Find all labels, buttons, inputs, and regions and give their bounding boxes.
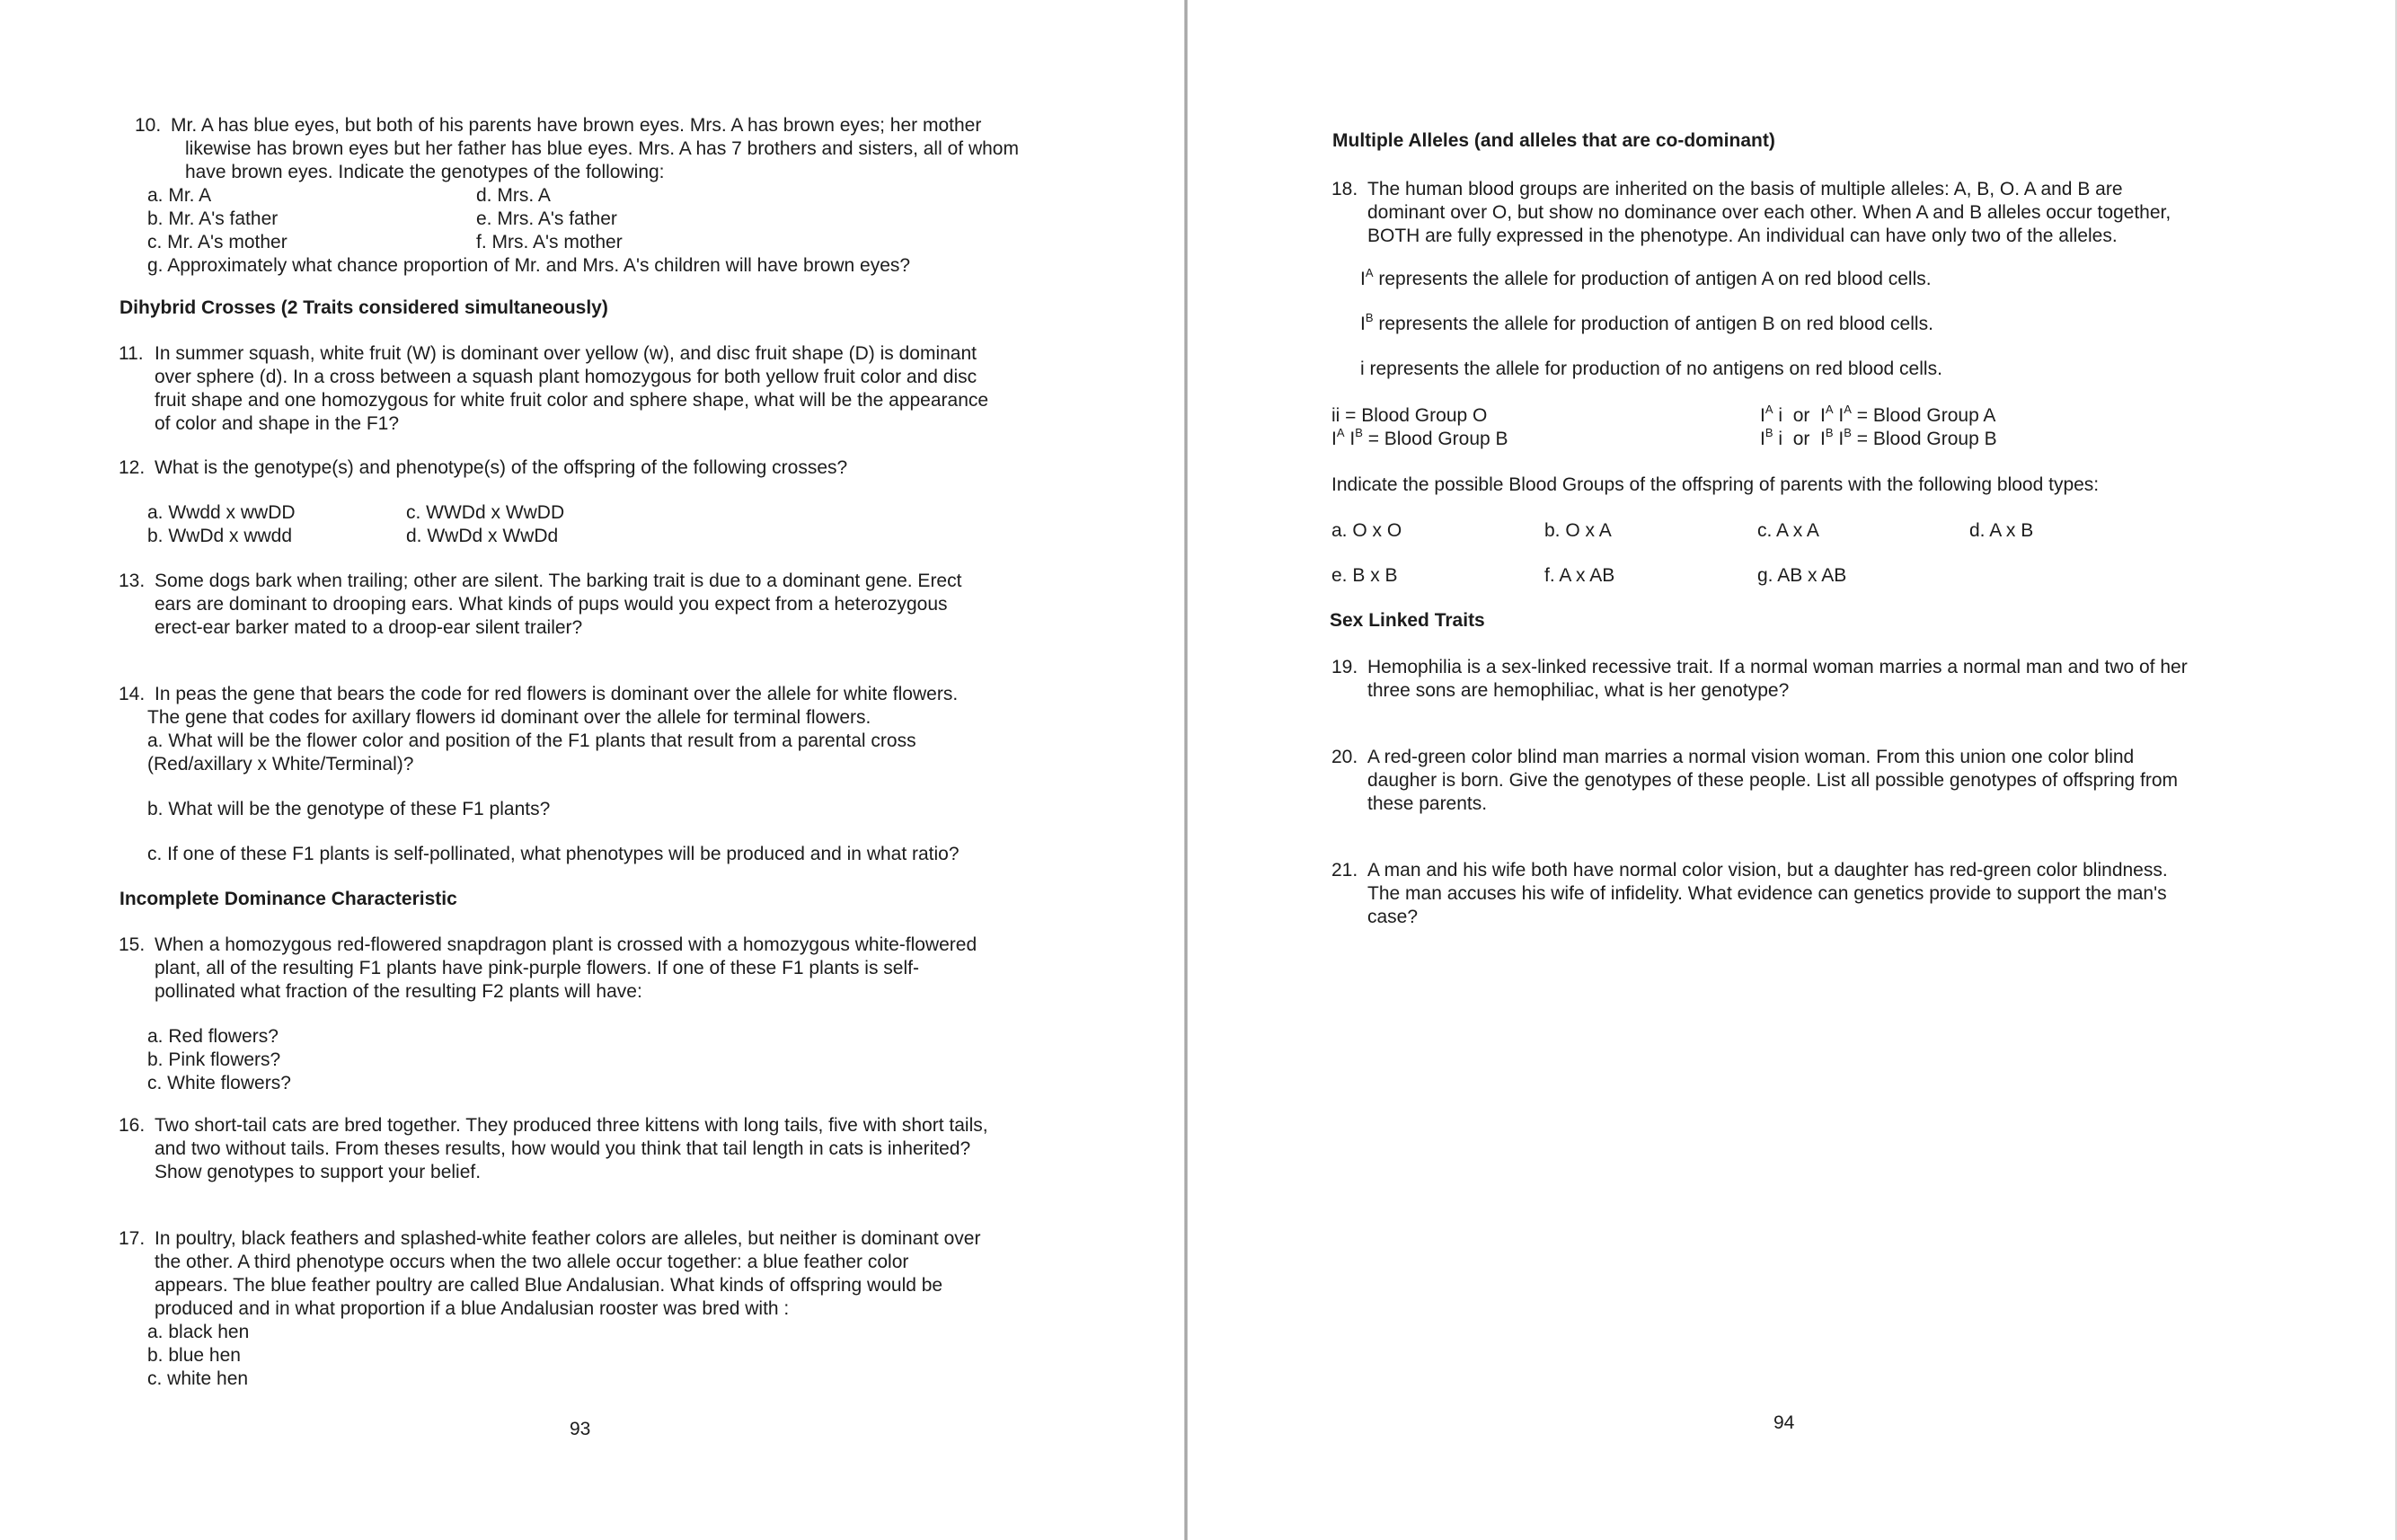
blood-group-a: $I^A$ i or $I^A$ $I^A$ = Blood Group A — [1760, 403, 1996, 426]
list-item: f. A x AB — [1544, 565, 1615, 586]
question-12 — [119, 456, 1071, 548]
question-text-line: appears. The blue feather poultry are called Blue Andalusian. What kinds of offspring would be — [155, 1275, 943, 1296]
question-text-line: daugher is born. Give the genotypes of these people. List all possible genotypes of offspring from — [1367, 770, 2179, 791]
list-item: f. Mrs. A's mother — [476, 232, 623, 252]
question-10-items — [147, 184, 1078, 254]
question-text-line: case? — [1367, 907, 1419, 927]
question-text-line: A man and his wife both have normal color vision, but a daughter has red-green color blindness. — [1367, 860, 2168, 881]
question-text-line: What is the genotype(s) and phenotype(s) of the offspring of the following crosses? — [155, 457, 848, 478]
list-item: d. WwDd x WwDd — [406, 526, 559, 546]
list-item: d. Mrs. A — [476, 185, 551, 206]
question-10 — [135, 114, 1078, 278]
list-item: b. Mr. A's father — [147, 208, 279, 229]
question-number: 12. — [119, 457, 146, 478]
question-15 — [119, 934, 1071, 1095]
question-11 — [119, 342, 1071, 436]
list-item: (Red/axillary x White/Terminal)? — [147, 754, 414, 774]
list-item: b. O x A — [1544, 520, 1612, 541]
list-item: d. A x B — [1969, 520, 2034, 541]
list-item: b. blue hen — [147, 1345, 241, 1366]
question-text-line: likewise has brown eyes but her father has blue eyes. Mrs. A has 7 brothers and sisters, all of whom — [185, 138, 1019, 159]
list-item: a. Red flowers? — [147, 1026, 279, 1047]
list-item: a. What will be the flower color and position of the F1 plants that result from a parental cross — [147, 730, 916, 751]
list-item: g. Approximately what chance proportion of Mr. and Mrs. A's children will have brown eyes? — [147, 255, 911, 276]
list-item: b. What will be the genotype of these F1 plants? — [147, 799, 551, 819]
cross-options-row-2 — [1331, 564, 2365, 588]
list-item: c. white hen — [147, 1368, 249, 1389]
question-text-line: Hemophilia is a sex-linked recessive trait. If a normal woman marries a normal man and two of her — [1367, 657, 2188, 677]
question-text-line: In summer squash, white fruit (W) is dominant over yellow (w), and disc fruit shape (D) is dominant — [155, 343, 977, 364]
question-text-line: Show genotypes to support your belief. — [155, 1162, 482, 1182]
question-text-line: over sphere (d). In a cross between a squash plant homozygous for both yellow fruit color and disc — [155, 367, 977, 387]
question-number: 15. — [119, 934, 146, 955]
list-item: a. Mr. A — [147, 185, 212, 206]
list-item: c. White flowers? — [147, 1073, 291, 1093]
question-13 — [119, 570, 1071, 640]
question-text-line: plant, all of the resulting F1 plants have pink-purple flowers. If one of these F1 plants is self- — [155, 958, 919, 978]
question-number: 19. — [1331, 657, 1358, 677]
question-18 — [1331, 178, 2365, 381]
question-text-line: In poultry, black feathers and splashed-white feather colors are alleles, but neither is dominant over — [155, 1228, 981, 1249]
question-19 — [1331, 656, 2365, 703]
question-12-items — [147, 501, 1071, 548]
question-text-line: The man accuses his wife of infidelity. What evidence can genetics provide to support the man's — [1367, 883, 2167, 904]
question-text-line: BOTH are fully expressed in the phenotype. An individual can have only two of the alleles. — [1367, 226, 2118, 246]
list-item: b. Pink flowers? — [147, 1049, 281, 1070]
question-text-line: erect-ear barker mated to a droop-ear silent trailer? — [155, 617, 583, 638]
question-text-line: In peas the gene that bears the code for red flowers is dominant over the allele for white flowers. — [155, 684, 959, 704]
cross-options-row-1 — [1331, 519, 2365, 543]
blood-group-o: ii = Blood Group O — [1331, 405, 1488, 426]
list-item: g. AB x AB — [1757, 565, 1847, 586]
question-text-line: produced and in what proportion if a blue Andalusian rooster was bred with : — [155, 1298, 790, 1319]
question-text-line: three sons are hemophiliac, what is her genotype? — [1367, 680, 1790, 701]
question-16 — [119, 1114, 1071, 1184]
page-93 — [0, 0, 1184, 1540]
question-14 — [119, 683, 1071, 866]
question-21 — [1331, 859, 2365, 929]
section-heading-dihybrid: Dihybrid Crosses (2 Traits considered simultaneously) — [119, 297, 608, 318]
question-number: 14. — [119, 684, 146, 704]
question-text-line: Some dogs bark when trailing; other are silent. The barking trait is due to a dominant gene. Erect — [155, 571, 962, 591]
question-text-line: of color and shape in the F1? — [155, 413, 400, 434]
question-text-line: fruit shape and one homozygous for white fruit color and sphere shape, what will be the appearance — [155, 390, 989, 411]
allele-ia-definition: $I^A$ represents the allele for production of antigen A on red blood cells. — [1360, 266, 1932, 289]
question-text-line: The human blood groups are inherited on the basis of multiple alleles: A, B, O. A and B are — [1367, 179, 2123, 199]
question-number: 17. — [119, 1228, 146, 1249]
list-item: e. Mrs. A's father — [476, 208, 617, 229]
question-number: 21. — [1331, 860, 1358, 881]
question-text-line: these parents. — [1367, 793, 1488, 814]
blood-group-ab: $I^A$ $I^B$ = Blood Group B — [1331, 426, 1508, 449]
question-number: 16. — [119, 1115, 146, 1136]
page-number: 93 — [570, 1419, 591, 1439]
page-94 — [1188, 0, 2397, 1540]
section-heading-multiple-alleles: Multiple Alleles (and alleles that are co-dominant) — [1332, 130, 1775, 151]
question-text-line: dominant over O, but show no dominance over each other. When A and B alleles occur together, — [1367, 202, 2171, 223]
question-text-line: When a homozygous red-flowered snapdragon plant is crossed with a homozygous white-flowered — [155, 934, 977, 955]
question-number: 10. — [135, 115, 162, 136]
list-item: a. black hen — [147, 1322, 250, 1342]
question-text-line: Two short-tail cats are bred together. They produced three kittens with long tails, five with short tails, — [155, 1115, 988, 1136]
question-text-line: have brown eyes. Indicate the genotypes of the following: — [185, 162, 665, 182]
question-text-line: A red-green color blind man marries a normal vision woman. From this union one color blind — [1367, 747, 2135, 767]
blood-group-b: $I^B$ i or $I^B$ $I^B$ = Blood Group B — [1760, 426, 1997, 449]
list-item: c. If one of these F1 plants is self-pollinated, what phenotypes will be produced and in what ratio? — [147, 844, 960, 864]
question-number: 13. — [119, 571, 146, 591]
list-item: c. Mr. A's mother — [147, 232, 287, 252]
question-text-line: and two without tails. From theses results, how would you think that tail length in cats is inherited? — [155, 1138, 971, 1159]
question-text-line: the other. A third phenotype occurs when the two allele occur together: a blue feather color — [155, 1252, 909, 1272]
indicate-instruction: Indicate the possible Blood Groups of the offspring of parents with the following blood types: — [1331, 474, 2100, 495]
allele-i-definition: i represents the allele for production of no antigens on red blood cells. — [1360, 358, 1942, 379]
list-item: e. B x B — [1331, 565, 1398, 586]
allele-ib-definition: $I^B$ represents the allele for production of antigen B on red blood cells. — [1360, 311, 1933, 334]
list-item: b. WwDd x wwdd — [147, 526, 293, 546]
question-text-line: The gene that codes for axillary flowers id dominant over the allele for terminal flowers. — [147, 707, 871, 728]
question-17 — [119, 1227, 1071, 1391]
question-20 — [1331, 746, 2365, 816]
section-heading-incomplete-dominance: Incomplete Dominance Characteristic — [119, 889, 457, 909]
list-item: c. WWDd x WwDD — [406, 502, 565, 523]
list-item: a. Wwdd x wwDD — [147, 502, 296, 523]
question-number: 11. — [119, 343, 144, 364]
question-text-line: ears are dominant to drooping ears. What kinds of pups would you expect from a heterozygous — [155, 594, 948, 615]
blood-group-table — [1331, 404, 2365, 451]
question-number: 18. — [1331, 179, 1358, 199]
list-item: c. A x A — [1757, 520, 1819, 541]
question-text-line: pollinated what fraction of the resulting F2 plants will have: — [155, 981, 642, 1002]
section-heading-sex-linked: Sex Linked Traits — [1330, 610, 1485, 631]
question-text-line: Mr. A has blue eyes, but both of his parents have brown eyes. Mrs. A has brown eyes; her mother — [171, 115, 982, 136]
page-number: 94 — [1773, 1412, 1795, 1433]
list-item: a. O x O — [1331, 520, 1402, 541]
question-number: 20. — [1331, 747, 1358, 767]
